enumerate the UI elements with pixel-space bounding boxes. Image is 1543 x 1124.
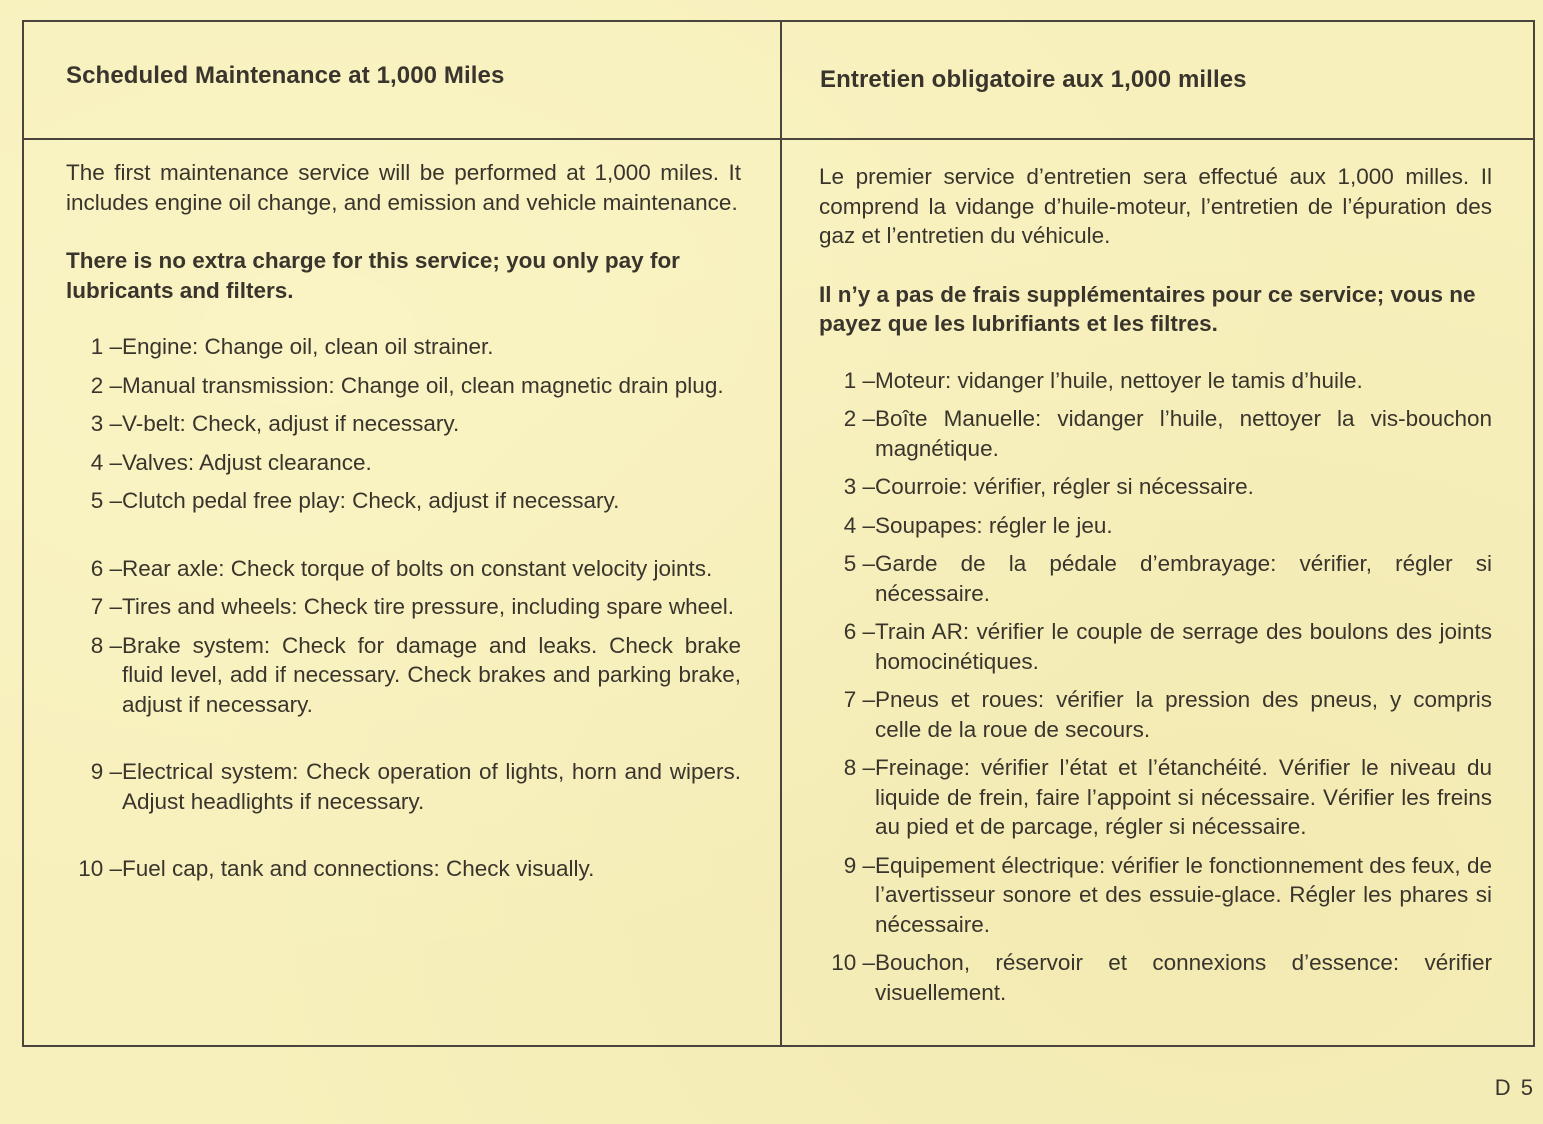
item-number: 4 – bbox=[90, 449, 122, 475]
list-item bbox=[819, 511, 1492, 541]
item-text: Courroie: vérifier, régler si nécessaire. bbox=[875, 474, 1254, 499]
page-number: D 5 bbox=[1494, 1075, 1535, 1100]
list-item bbox=[819, 617, 1492, 676]
item-text: Freinage: vérifier l’état et l’étanchéité. Vérifier le niveau du liquide de frein, faire l’appoint si nécessaire. Vérifier les freins au pied et de parcage, régler si nécessaire. bbox=[875, 755, 1492, 839]
item-number: 5 – bbox=[90, 488, 122, 513]
item-number: 1 – bbox=[90, 334, 122, 359]
english-heading: Scheduled Maintenance at 1,000 Miles bbox=[66, 62, 505, 89]
item-text: Clutch pedal free play: Check, adjust if necessary. bbox=[122, 488, 620, 513]
item-number: 5 – bbox=[843, 551, 875, 576]
header-divider bbox=[24, 138, 1533, 140]
item-text: Garde de la pédale d’embrayage: vérifier, régler si nécessaire. bbox=[875, 551, 1492, 606]
list-item bbox=[819, 472, 1492, 502]
item-number: 6 – bbox=[90, 555, 122, 581]
list-item bbox=[819, 549, 1492, 608]
item-text: Equipement électrique: vérifier le fonctionnement des feux, de l’avertisseur sonore et des essuie-glace. Régler les phares si nécessaire. bbox=[875, 852, 1492, 937]
list-item bbox=[819, 404, 1492, 463]
item-number: 3 – bbox=[843, 474, 875, 499]
list-item bbox=[66, 409, 741, 439]
list-item bbox=[819, 753, 1492, 842]
item-number: 10 – bbox=[831, 950, 875, 975]
list-item bbox=[66, 854, 741, 884]
item-text: Fuel cap, tank and connections: Check visually. bbox=[122, 856, 595, 881]
list-item bbox=[66, 631, 741, 720]
french-item-list bbox=[819, 366, 1492, 1008]
item-number: 7 – bbox=[843, 687, 875, 712]
item-number: 8 – bbox=[843, 755, 875, 780]
item-text: Bouchon, réservoir et connexions d’essence: vérifier visuellement. bbox=[875, 950, 1492, 1005]
item-text: Tires and wheels: Check tire pressure, including spare wheel. bbox=[122, 594, 734, 619]
item-number: 3 – bbox=[90, 411, 122, 436]
column-divider bbox=[780, 22, 782, 1045]
item-number: 2 – bbox=[843, 406, 875, 431]
french-intro: Le premier service d’entretien sera effectué aux 1,000 milles. Il comprend la vidange d’huile-moteur, l’entretien de l’épuration des gaz et l’entretien du véhicule. bbox=[819, 164, 1492, 248]
item-text: Valves: Adjust clearance. bbox=[122, 449, 372, 475]
list-item bbox=[819, 948, 1492, 1007]
item-number: 6 – bbox=[843, 619, 875, 644]
list-item bbox=[819, 366, 1492, 396]
french-heading: Entretien obligatoire aux 1,000 milles bbox=[820, 66, 1247, 93]
list-item bbox=[66, 371, 741, 401]
english-note: There is no extra charge for this service; you only pay for lubricants and filters. bbox=[66, 248, 680, 303]
english-item-list bbox=[66, 332, 741, 884]
item-number: 2 – bbox=[90, 372, 122, 398]
item-text: Electrical system: Check operation of lights, horn and wipers. Adjust headlights if necessary. bbox=[122, 759, 741, 814]
list-item bbox=[66, 757, 741, 816]
list-item bbox=[66, 332, 741, 362]
item-text: Rear axle: Check torque of bolts on constant velocity joints. bbox=[122, 555, 713, 581]
item-text: Moteur: vidanger l’huile, nettoyer le tamis d’huile. bbox=[875, 367, 1363, 393]
item-number: 4 – bbox=[843, 512, 875, 538]
item-number: 9 – bbox=[90, 759, 122, 784]
french-note: Il n’y a pas de frais supplémentaires pour ce service; vous ne payez que les lubrifiants et les filtres. bbox=[819, 281, 1476, 336]
item-number: 7 – bbox=[90, 594, 122, 619]
list-item bbox=[66, 592, 741, 622]
item-number: 1 – bbox=[843, 367, 875, 393]
english-intro: The first maintenance service will be performed at 1,000 miles. It includes engine oil change, and emission and vehicle maintenance. bbox=[66, 160, 741, 215]
list-item bbox=[819, 851, 1492, 940]
list-item bbox=[66, 486, 741, 516]
list-item bbox=[819, 685, 1492, 744]
item-text: Brake system: Check for damage and leaks. Check brake fluid level, add if necessary. Check brakes and parking brake, adjust if necessary. bbox=[122, 632, 741, 717]
item-text: Boîte Manuelle: vidanger l’huile, nettoyer la vis-bouchon magnétique. bbox=[875, 406, 1492, 461]
item-text: V-belt: Check, adjust if necessary. bbox=[122, 411, 460, 436]
list-item bbox=[66, 448, 741, 478]
item-number: 8 – bbox=[90, 632, 122, 658]
item-number: 9 – bbox=[843, 852, 875, 878]
french-body bbox=[819, 162, 1492, 1016]
item-number: 10 – bbox=[78, 856, 122, 881]
item-text: Train AR: vérifier le couple de serrage des boulons des joints homocinétiques. bbox=[875, 619, 1492, 674]
maintenance-table bbox=[22, 20, 1535, 1047]
item-text: Soupapes: régler le jeu. bbox=[875, 512, 1113, 538]
list-item bbox=[66, 554, 741, 584]
item-text: Engine: Change oil, clean oil strainer. bbox=[122, 334, 494, 359]
english-body bbox=[66, 158, 741, 893]
item-text: Pneus et roues: vérifier la pression des pneus, y compris celle de la roue de secours. bbox=[875, 687, 1492, 742]
item-text: Manual transmission: Change oil, clean magnetic drain plug. bbox=[122, 372, 724, 398]
